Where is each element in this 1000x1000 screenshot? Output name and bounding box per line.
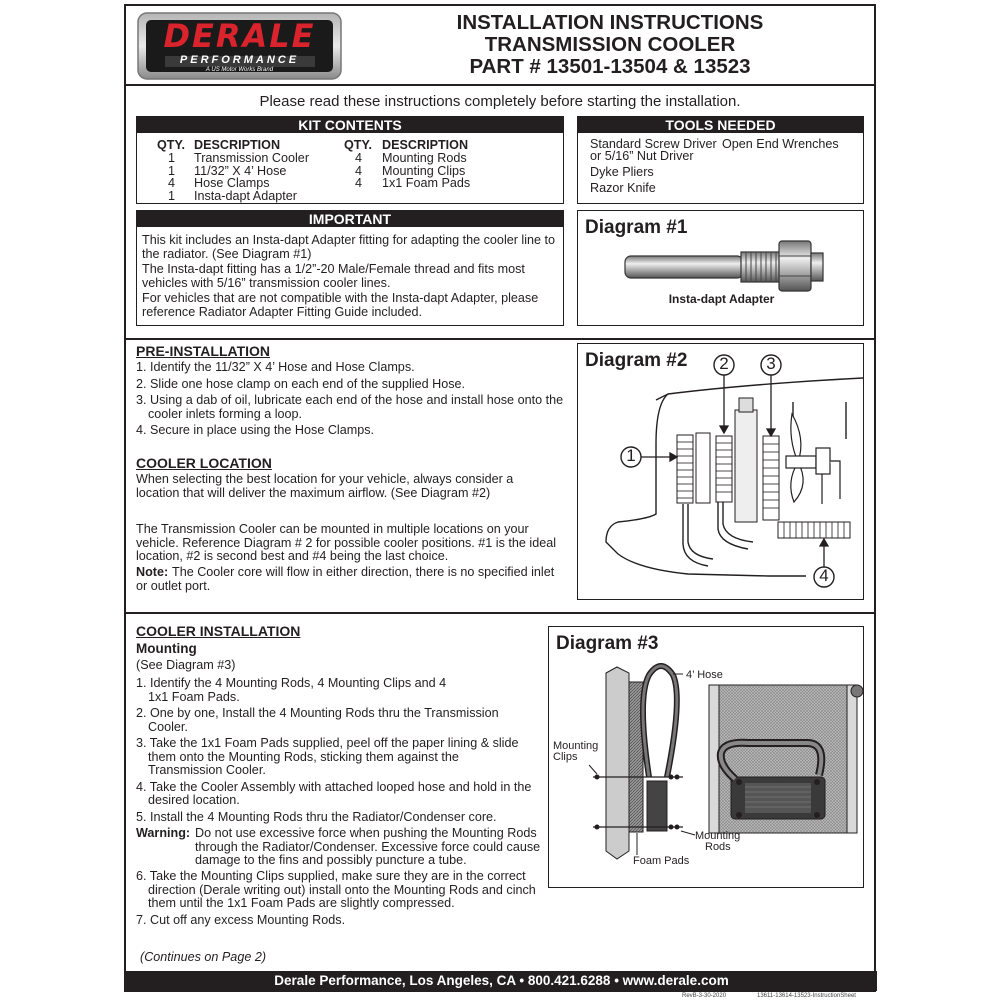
label-rods-line2: Rods: [705, 841, 731, 853]
mounting-subheading: Mounting: [136, 641, 197, 656]
kit-contents-box: [136, 116, 564, 204]
tools-needed-title: TOOLS NEEDED: [578, 117, 863, 133]
tool-item: Standard Screw Driver: [590, 137, 717, 151]
see-diagram-3: (See Diagram #3): [136, 658, 236, 672]
step: 2. One by one, Install the 4 Mounting Rods thru the Transmission Cooler.: [136, 706, 499, 734]
step: 4. Take the Cooler Assembly with attached looped hose and hold in the desired location.: [136, 779, 532, 807]
kit-qty: 1: [168, 163, 176, 178]
kit-desc-header: DESCRIPTION: [194, 138, 281, 152]
divider: [124, 612, 876, 614]
logo-tag: A US Motor Works Brand: [205, 67, 274, 73]
diagram-1: [577, 210, 864, 326]
warning-text: Do not use excessive force when pushing the Mounting Rods through the Radiator/Condenser. Excessive force could cause damage to the fins and possibly puncture a tube.: [195, 826, 541, 867]
warning: [136, 827, 548, 868]
callout-3: 3: [766, 354, 776, 373]
kit-qty: 4: [168, 176, 176, 190]
logo-brand: DERALE: [163, 17, 316, 55]
callout-1: 1: [626, 446, 636, 465]
step: 6. Take the Mounting Clips supplied, make sure they are in the correct direction (Derale writing out) install onto the Mounting Rods and cinch them until the 1x1 Foam Pads are slightly compressed.: [136, 869, 536, 910]
tool-item: Razor Knife: [590, 181, 656, 195]
kit-qty: 4: [355, 151, 363, 165]
cooler-positions-illustration: [578, 344, 863, 599]
label-rods-line1: Mounting: [695, 830, 741, 842]
label-clips-line1: Mounting: [553, 740, 599, 752]
header-line2: TRANSMISSION COOLER: [484, 33, 736, 56]
header-line1: INSTALLATION INSTRUCTIONS: [456, 11, 764, 34]
diagram-3-title: Diagram #3: [556, 633, 659, 654]
kit-item: Insta-dapt Adapter: [194, 188, 297, 203]
callout-2: 2: [719, 354, 729, 373]
pre-installation-steps: [136, 361, 568, 438]
step: 7. Cut off any excess Mounting Rods.: [136, 912, 346, 927]
kit-qty-header: QTY.: [157, 138, 185, 152]
step: 1. Identify the 4 Mounting Rods, 4 Mounting Clips and 4 1x1 Foam Pads.: [136, 676, 447, 704]
diagram-1-title: Diagram #1: [585, 217, 688, 238]
label-mounting-rods: [695, 831, 740, 853]
diagram-3: [548, 626, 864, 888]
tool-item: Open End Wrenches: [722, 137, 839, 151]
step: 1. Identify the 11/32” X 4’ Hose and Hose Clamps.: [136, 360, 415, 374]
divider: [124, 84, 876, 86]
label-hose: 4’ Hose: [686, 669, 723, 681]
kit-contents-title: KIT CONTENTS: [137, 117, 563, 133]
header-title: [400, 12, 820, 78]
important-title: IMPORTANT: [137, 211, 563, 227]
installation-steps: [136, 677, 536, 824]
derale-logo: [137, 12, 342, 80]
label-foam-pads: Foam Pads: [633, 855, 690, 867]
note-text: The Cooler core will flow in either direction, there is no specified inlet or outlet port.: [136, 565, 555, 593]
step: 5. Install the 4 Mounting Rods thru the Radiator/Condenser core.: [136, 809, 497, 824]
important-paragraph-3: For vehicles that are not compatible with the Insta-dapt Adapter, please reference Radiator Adapter Fitting Guide included.: [142, 291, 539, 319]
tools-needed-box: [577, 116, 864, 204]
cooler-installation-heading: COOLER INSTALLATION: [136, 623, 301, 639]
important-paragraph-2: The Insta-dapt fitting has a 1/2”-20 Male/Female thread and fits most vehicles with 5/16” transmission cooler lines.: [142, 262, 525, 290]
kit-qty: 1: [168, 151, 176, 165]
kit-item: Mounting Clips: [382, 163, 466, 178]
revision: RevB-3-30-2020: [682, 993, 727, 999]
kit-item: Transmission Cooler: [194, 151, 310, 165]
header-line3: PART # 13501-13504 & 13523: [469, 55, 751, 78]
continues-note: (Continues on Page 2): [140, 950, 267, 964]
kit-qty: 4: [355, 176, 363, 190]
kit-item: 11/32” X 4’ Hose: [194, 163, 287, 178]
diagram-2: [577, 343, 864, 600]
note-label: Note:: [136, 565, 169, 579]
important-paragraph-1: This kit includes an Insta-dapt Adapter fitting for adapting the cooler line to the radiator. (See Diagram #1): [142, 233, 556, 261]
callout-4: 4: [819, 566, 829, 585]
tool-item: Dyke Pliers: [590, 165, 654, 179]
kit-qty: 1: [168, 188, 176, 203]
important-box: [136, 210, 564, 326]
warning-label: Warning:: [136, 826, 191, 840]
kit-desc-header-2: DESCRIPTION: [382, 138, 469, 152]
tool-item: or 5/16” Nut Driver: [590, 149, 694, 163]
logo-sub: PERFORMANCE: [179, 54, 300, 66]
intro-text: Please read these instructions completely before starting the installation.: [259, 93, 741, 110]
cooler-location-paragraph-2: The Transmission Cooler can be mounted in multiple locations on your vehicle. Reference Diagram # 2 for possible cooler positions. #1 is the ideal location, #2 is second best and #4 being the last choice.: [136, 522, 557, 563]
kit-item: Hose Clamps: [194, 176, 270, 190]
kit-item: Mounting Rods: [382, 151, 467, 165]
diagram-2-title: Diagram #2: [585, 350, 688, 371]
step: 2. Slide one hose clamp on each end of the supplied Hose.: [136, 376, 466, 391]
step: 3. Using a dab of oil, lubricate each end of the hose and install hose onto the cooler inlets forming a loop.: [136, 393, 564, 421]
step: 4. Secure in place using the Hose Clamps.: [136, 423, 375, 437]
label-mounting-clips: [553, 741, 598, 763]
insta-dapt-adapter-illustration: [613, 231, 833, 293]
kit-qty-header-2: QTY.: [344, 138, 372, 152]
divider: [124, 338, 876, 340]
kit-qty: 4: [355, 163, 363, 178]
diagram-1-caption: Insta-dapt Adapter: [668, 292, 775, 306]
kit-item: 1x1 Foam Pads: [382, 176, 471, 190]
cooler-location-heading: COOLER LOCATION: [136, 455, 272, 471]
cooler-location-paragraph-1: When selecting the best location for your vehicle, always consider a location that will deliver the maximum airflow. (See Diagram #2): [136, 472, 514, 500]
installation-steps-2: [136, 870, 536, 927]
document-id: 13611-13614-13523-InstructionSheet: [757, 993, 856, 999]
step: 3. Take the 1x1 Foam Pads supplied, peel off the paper lining & slide them onto the Mounting Rods, sticking them against the Transmission Cooler.: [136, 736, 519, 777]
pre-installation-heading: PRE-INSTALLATION: [136, 343, 271, 359]
label-clips-line2: Clips: [553, 751, 578, 763]
cooler-location-note: [136, 566, 568, 593]
footer-bar: Derale Performance, Los Angeles, CA • 800.421.6288 • www.derale.com: [126, 971, 877, 991]
